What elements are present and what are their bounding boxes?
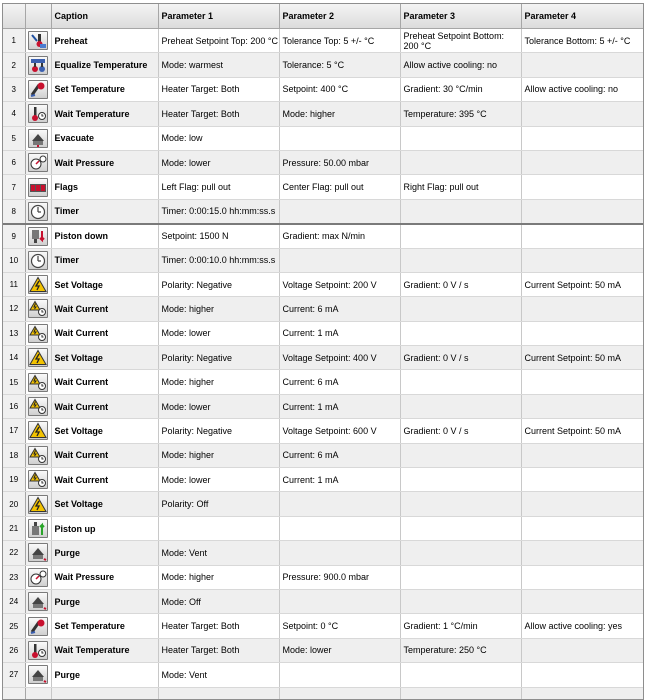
preheat-icon xyxy=(28,31,48,50)
step-caption[interactable]: Set Temperature xyxy=(51,614,158,638)
step-caption[interactable]: Purge xyxy=(51,541,158,565)
table-row[interactable] xyxy=(3,492,644,516)
row-icon-cell[interactable] xyxy=(25,394,51,418)
row-icon-cell[interactable] xyxy=(25,589,51,613)
parameter-2-cell[interactable] xyxy=(279,589,400,613)
row-icon-cell[interactable] xyxy=(25,468,51,492)
row-number[interactable] xyxy=(3,687,25,700)
row-icon-cell[interactable] xyxy=(25,541,51,565)
wait-temperature-icon xyxy=(28,641,48,660)
parameter-1-cell[interactable]: Mode: Vent xyxy=(158,541,279,565)
parameter-4-cell[interactable] xyxy=(521,321,644,345)
wait-pressure-icon xyxy=(28,153,48,172)
step-caption[interactable] xyxy=(51,687,158,700)
row-icon-cell[interactable] xyxy=(25,663,51,687)
parameter-1-cell[interactable]: Mode: higher xyxy=(158,297,279,321)
parameter-3-cell[interactable] xyxy=(400,224,521,248)
column-header-parameter-1[interactable]: Parameter 1 xyxy=(158,4,279,29)
equalize-temperature-icon xyxy=(28,56,48,75)
parameter-4-cell[interactable]: Current Setpoint: 50 mA xyxy=(521,419,644,443)
parameter-1-cell[interactable]: Timer: 0:00:15.0 hh:mm:ss.s xyxy=(158,199,279,223)
table-row[interactable] xyxy=(3,663,644,687)
step-caption[interactable]: Wait Pressure xyxy=(51,150,158,174)
row-icon-cell[interactable] xyxy=(25,419,51,443)
table-row[interactable] xyxy=(3,419,644,443)
wait-current-icon xyxy=(28,470,48,489)
parameter-3-cell[interactable]: Temperature: 250 °C xyxy=(400,638,521,662)
parameter-3-cell[interactable] xyxy=(400,589,521,613)
parameter-4-cell[interactable] xyxy=(521,541,644,565)
parameter-2-cell[interactable] xyxy=(279,516,400,540)
parameter-1-cell[interactable]: Left Flag: pull out xyxy=(158,175,279,199)
row-number[interactable]: 23 xyxy=(3,565,25,589)
parameter-3-cell[interactable]: Allow active cooling: no xyxy=(400,53,521,77)
row-number[interactable]: 4 xyxy=(3,102,25,126)
wait-current-icon xyxy=(28,397,48,416)
table-row[interactable] xyxy=(3,199,644,223)
parameter-1-cell[interactable]: Polarity: Negative xyxy=(158,272,279,296)
row-number[interactable]: 19 xyxy=(3,468,25,492)
step-caption[interactable]: Piston down xyxy=(51,224,158,248)
column-header-parameter-4[interactable]: Parameter 4 xyxy=(521,4,644,29)
parameter-1-cell[interactable]: Polarity: Negative xyxy=(158,346,279,370)
piston-down-icon xyxy=(28,227,48,246)
wait-current-icon xyxy=(28,373,48,392)
parameter-4-cell[interactable]: Tolerance Bottom: 5 +/- °C xyxy=(521,29,644,53)
parameter-2-cell[interactable] xyxy=(279,199,400,223)
table-row[interactable] xyxy=(3,468,644,492)
step-caption[interactable]: Timer xyxy=(51,199,158,223)
row-number[interactable]: 3 xyxy=(3,77,25,101)
parameter-1-cell[interactable]: Mode: lower xyxy=(158,394,279,418)
wait-pressure-icon xyxy=(28,568,48,587)
parameter-2-cell[interactable] xyxy=(279,541,400,565)
row-number[interactable]: 5 xyxy=(3,126,25,150)
parameter-4-cell[interactable] xyxy=(521,589,644,613)
parameter-4-cell[interactable] xyxy=(521,53,644,77)
row-icon-cell[interactable] xyxy=(25,492,51,516)
table-row[interactable] xyxy=(3,126,644,150)
parameter-4-cell[interactable] xyxy=(521,565,644,589)
parameter-4-cell[interactable] xyxy=(521,248,644,272)
step-caption[interactable]: Purge xyxy=(51,663,158,687)
row-icon-cell[interactable] xyxy=(25,77,51,101)
table-row[interactable] xyxy=(3,638,644,662)
parameter-2-cell[interactable]: Tolerance: 5 °C xyxy=(279,53,400,77)
parameter-3-cell[interactable] xyxy=(400,370,521,394)
table-row[interactable] xyxy=(3,516,644,540)
row-icon-cell[interactable] xyxy=(25,443,51,467)
row-number[interactable]: 22 xyxy=(3,541,25,565)
parameter-4-cell[interactable] xyxy=(521,443,644,467)
parameter-3-cell[interactable]: Gradient: 0 V / s xyxy=(400,419,521,443)
row-icon-cell[interactable] xyxy=(25,321,51,345)
set-voltage-icon xyxy=(28,348,48,367)
parameter-1-cell[interactable]: Mode: lower xyxy=(158,321,279,345)
parameter-2-cell[interactable]: Current: 1 mA xyxy=(279,468,400,492)
set-temperature-icon xyxy=(28,80,48,99)
table-row[interactable] xyxy=(3,687,644,700)
step-caption[interactable]: Wait Current xyxy=(51,443,158,467)
table-row[interactable] xyxy=(3,175,644,199)
step-caption[interactable]: Flags xyxy=(51,175,158,199)
parameter-1-cell[interactable]: Setpoint: 1500 N xyxy=(158,224,279,248)
parameter-1-cell[interactable]: Timer: 0:00:10.0 hh:mm:ss.s xyxy=(158,248,279,272)
table-row[interactable] xyxy=(3,77,644,101)
timer-icon xyxy=(28,202,48,221)
step-caption[interactable]: Wait Current xyxy=(51,468,158,492)
parameter-2-cell[interactable] xyxy=(279,248,400,272)
set-voltage-icon xyxy=(28,421,48,440)
table-row[interactable] xyxy=(3,272,644,296)
parameter-3-cell[interactable]: Gradient: 0 V / s xyxy=(400,346,521,370)
parameter-4-cell[interactable]: Current Setpoint: 50 mA xyxy=(521,272,644,296)
column-header-icon[interactable] xyxy=(25,4,51,29)
parameter-2-cell[interactable]: Gradient: max N/min xyxy=(279,224,400,248)
parameter-1-cell[interactable]: Heater Target: Both xyxy=(158,77,279,101)
parameter-2-cell[interactable] xyxy=(279,687,400,700)
step-caption[interactable]: Wait Current xyxy=(51,370,158,394)
parameter-3-cell[interactable] xyxy=(400,248,521,272)
parameter-4-cell[interactable] xyxy=(521,297,644,321)
row-number[interactable]: 17 xyxy=(3,419,25,443)
parameter-3-cell[interactable] xyxy=(400,443,521,467)
parameter-2-cell[interactable]: Voltage Setpoint: 400 V xyxy=(279,346,400,370)
parameter-3-cell[interactable] xyxy=(400,321,521,345)
table-row[interactable] xyxy=(3,370,644,394)
flags-icon xyxy=(28,178,48,197)
row-icon-cell[interactable] xyxy=(25,614,51,638)
parameter-1-cell[interactable] xyxy=(158,687,279,700)
parameter-2-cell[interactable]: Voltage Setpoint: 200 V xyxy=(279,272,400,296)
parameter-3-cell[interactable] xyxy=(400,297,521,321)
step-caption[interactable]: Set Voltage xyxy=(51,272,158,296)
table-row[interactable] xyxy=(3,614,644,638)
wait-current-icon xyxy=(28,324,48,343)
set-voltage-icon xyxy=(28,275,48,294)
parameter-1-cell[interactable]: Mode: lower xyxy=(158,150,279,174)
parameter-1-cell[interactable]: Mode: low xyxy=(158,126,279,150)
parameter-2-cell[interactable]: Current: 1 mA xyxy=(279,394,400,418)
parameter-3-cell[interactable] xyxy=(400,492,521,516)
parameter-2-cell[interactable]: Voltage Setpoint: 600 V xyxy=(279,419,400,443)
parameter-2-cell[interactable] xyxy=(279,663,400,687)
step-caption[interactable]: Wait Current xyxy=(51,297,158,321)
wait-current-icon xyxy=(28,446,48,465)
parameter-3-cell[interactable]: Right Flag: pull out xyxy=(400,175,521,199)
table-row[interactable] xyxy=(3,589,644,613)
row-icon-cell[interactable] xyxy=(25,297,51,321)
parameter-2-cell[interactable] xyxy=(279,492,400,516)
row-number[interactable]: 14 xyxy=(3,346,25,370)
row-number[interactable]: 18 xyxy=(3,443,25,467)
step-caption[interactable]: Set Voltage xyxy=(51,419,158,443)
parameter-3-cell[interactable]: Preheat Setpoint Bottom: 200 °C xyxy=(400,29,521,53)
table-row[interactable] xyxy=(3,224,644,248)
parameter-3-cell[interactable] xyxy=(400,126,521,150)
row-icon-cell[interactable] xyxy=(25,199,51,223)
step-caption[interactable]: Piston up xyxy=(51,516,158,540)
parameter-1-cell[interactable]: Polarity: Off xyxy=(158,492,279,516)
parameter-1-cell[interactable]: Heater Target: Both xyxy=(158,638,279,662)
table-row[interactable] xyxy=(3,29,644,53)
parameter-3-cell[interactable] xyxy=(400,687,521,700)
parameter-4-cell[interactable] xyxy=(521,492,644,516)
row-number[interactable]: 24 xyxy=(3,589,25,613)
purge-icon xyxy=(28,592,48,611)
parameter-2-cell[interactable]: Center Flag: pull out xyxy=(279,175,400,199)
parameter-1-cell[interactable]: Polarity: Negative xyxy=(158,419,279,443)
step-caption[interactable]: Wait Pressure xyxy=(51,565,158,589)
timer-icon xyxy=(28,251,48,270)
parameter-4-cell[interactable] xyxy=(521,663,644,687)
row-icon-cell[interactable] xyxy=(25,248,51,272)
table-row[interactable] xyxy=(3,346,644,370)
parameter-4-cell[interactable] xyxy=(521,224,644,248)
table-row[interactable] xyxy=(3,297,644,321)
parameter-4-cell[interactable]: Current Setpoint: 50 mA xyxy=(521,346,644,370)
row-icon-cell[interactable] xyxy=(25,370,51,394)
parameter-1-cell[interactable]: Heater Target: Both xyxy=(158,614,279,638)
step-caption[interactable]: Preheat xyxy=(51,29,158,53)
parameter-1-cell[interactable] xyxy=(158,516,279,540)
parameter-4-cell[interactable] xyxy=(521,687,644,700)
piston-up-icon xyxy=(28,519,48,538)
row-number[interactable]: 11 xyxy=(3,272,25,296)
set-voltage-icon xyxy=(28,495,48,514)
parameter-3-cell[interactable] xyxy=(400,663,521,687)
table-row[interactable] xyxy=(3,150,644,174)
row-icon-cell[interactable] xyxy=(25,175,51,199)
row-number[interactable]: 10 xyxy=(3,248,25,272)
parameter-4-cell[interactable] xyxy=(521,175,644,199)
parameter-1-cell[interactable]: Mode: higher xyxy=(158,443,279,467)
step-caption[interactable]: Equalize Temperature xyxy=(51,53,158,77)
step-caption[interactable]: Set Voltage xyxy=(51,346,158,370)
parameter-2-cell[interactable]: Current: 1 mA xyxy=(279,321,400,345)
step-grid xyxy=(2,3,644,700)
row-number[interactable]: 13 xyxy=(3,321,25,345)
row-icon-cell[interactable] xyxy=(25,126,51,150)
row-number[interactable]: 26 xyxy=(3,638,25,662)
parameter-4-cell[interactable] xyxy=(521,394,644,418)
parameter-2-cell[interactable]: Current: 6 mA xyxy=(279,370,400,394)
parameter-4-cell[interactable] xyxy=(521,370,644,394)
parameter-2-cell[interactable]: Setpoint: 0 °C xyxy=(279,614,400,638)
parameter-4-cell[interactable]: Allow active cooling: yes xyxy=(521,614,644,638)
parameter-3-cell[interactable] xyxy=(400,468,521,492)
parameter-2-cell[interactable]: Mode: lower xyxy=(279,638,400,662)
parameter-4-cell[interactable] xyxy=(521,516,644,540)
parameter-1-cell[interactable]: Mode: higher xyxy=(158,370,279,394)
table-row[interactable] xyxy=(3,394,644,418)
table-row[interactable] xyxy=(3,248,644,272)
parameter-4-cell[interactable] xyxy=(521,102,644,126)
steps-table xyxy=(3,4,644,700)
row-number[interactable]: 9 xyxy=(3,224,25,248)
row-number[interactable]: 25 xyxy=(3,614,25,638)
table-row[interactable] xyxy=(3,541,644,565)
parameter-2-cell[interactable]: Setpoint: 400 °C xyxy=(279,77,400,101)
parameter-2-cell[interactable]: Mode: higher xyxy=(279,102,400,126)
parameter-2-cell[interactable]: Current: 6 mA xyxy=(279,297,400,321)
parameter-1-cell[interactable]: Mode: lower xyxy=(158,468,279,492)
step-caption[interactable]: Evacuate xyxy=(51,126,158,150)
parameter-1-cell[interactable]: Mode: Off xyxy=(158,589,279,613)
row-number[interactable]: 2 xyxy=(3,53,25,77)
step-caption[interactable]: Timer xyxy=(51,248,158,272)
column-header-parameter-3[interactable]: Parameter 3 xyxy=(400,4,521,29)
row-icon-cell[interactable] xyxy=(25,53,51,77)
parameter-3-cell[interactable]: Temperature: 395 °C xyxy=(400,102,521,126)
row-icon-cell[interactable] xyxy=(25,516,51,540)
row-icon-cell[interactable] xyxy=(25,224,51,248)
step-caption[interactable]: Set Temperature xyxy=(51,77,158,101)
column-header-parameter-2[interactable]: Parameter 2 xyxy=(279,4,400,29)
row-icon-cell[interactable] xyxy=(25,29,51,53)
row-number[interactable]: 12 xyxy=(3,297,25,321)
row-number[interactable]: 8 xyxy=(3,199,25,223)
row-number[interactable]: 27 xyxy=(3,663,25,687)
parameter-1-cell[interactable]: Mode: warmest xyxy=(158,53,279,77)
parameter-4-cell[interactable] xyxy=(521,199,644,223)
parameter-3-cell[interactable] xyxy=(400,516,521,540)
row-number[interactable]: 6 xyxy=(3,150,25,174)
parameter-4-cell[interactable] xyxy=(521,468,644,492)
parameter-4-cell[interactable] xyxy=(521,126,644,150)
parameter-2-cell[interactable]: Tolerance Top: 5 +/- °C xyxy=(279,29,400,53)
row-number[interactable]: 21 xyxy=(3,516,25,540)
row-icon-cell[interactable] xyxy=(25,102,51,126)
parameter-1-cell[interactable]: Mode: Vent xyxy=(158,663,279,687)
row-number[interactable]: 15 xyxy=(3,370,25,394)
step-caption[interactable]: Purge xyxy=(51,589,158,613)
parameter-4-cell[interactable] xyxy=(521,638,644,662)
table-row[interactable] xyxy=(3,53,644,77)
step-caption[interactable]: Wait Current xyxy=(51,321,158,345)
parameter-3-cell[interactable]: Gradient: 0 V / s xyxy=(400,272,521,296)
step-caption[interactable]: Wait Temperature xyxy=(51,638,158,662)
row-icon-cell[interactable] xyxy=(25,346,51,370)
row-number[interactable]: 1 xyxy=(3,29,25,53)
evacuate-icon xyxy=(28,129,48,148)
column-header-caption[interactable]: Caption xyxy=(51,4,158,29)
column-header-number[interactable] xyxy=(3,4,25,29)
header-row xyxy=(3,4,644,29)
row-number[interactable]: 20 xyxy=(3,492,25,516)
purge-icon xyxy=(28,665,48,684)
parameter-1-cell[interactable]: Preheat Setpoint Top: 200 °C xyxy=(158,29,279,53)
parameter-3-cell[interactable] xyxy=(400,150,521,174)
row-number[interactable]: 7 xyxy=(3,175,25,199)
parameter-3-cell[interactable] xyxy=(400,394,521,418)
row-icon-cell[interactable] xyxy=(25,687,51,700)
row-icon-cell[interactable] xyxy=(25,638,51,662)
table-row[interactable] xyxy=(3,102,644,126)
step-caption[interactable]: Set Voltage xyxy=(51,492,158,516)
row-icon-cell[interactable] xyxy=(25,272,51,296)
parameter-3-cell[interactable] xyxy=(400,565,521,589)
wait-current-icon xyxy=(28,299,48,318)
parameter-2-cell[interactable]: Pressure: 50.00 mbar xyxy=(279,150,400,174)
parameter-1-cell[interactable]: Heater Target: Both xyxy=(158,102,279,126)
table-row[interactable] xyxy=(3,565,644,589)
parameter-3-cell[interactable]: Gradient: 1 °C/min xyxy=(400,614,521,638)
table-row[interactable] xyxy=(3,443,644,467)
step-caption[interactable]: Wait Current xyxy=(51,394,158,418)
parameter-3-cell[interactable] xyxy=(400,199,521,223)
parameter-2-cell[interactable] xyxy=(279,126,400,150)
purge-icon xyxy=(28,543,48,562)
table-row[interactable] xyxy=(3,321,644,345)
parameter-4-cell[interactable]: Allow active cooling: no xyxy=(521,77,644,101)
row-number[interactable]: 16 xyxy=(3,394,25,418)
parameter-4-cell[interactable] xyxy=(521,150,644,174)
parameter-2-cell[interactable]: Current: 6 mA xyxy=(279,443,400,467)
step-caption[interactable]: Wait Temperature xyxy=(51,102,158,126)
parameter-3-cell[interactable] xyxy=(400,541,521,565)
wait-temperature-icon xyxy=(28,104,48,123)
parameter-2-cell[interactable]: Pressure: 900.0 mbar xyxy=(279,565,400,589)
set-temperature-icon xyxy=(28,617,48,636)
parameter-3-cell[interactable]: Gradient: 30 °C/min xyxy=(400,77,521,101)
parameter-1-cell[interactable]: Mode: higher xyxy=(158,565,279,589)
row-icon-cell[interactable] xyxy=(25,565,51,589)
row-icon-cell[interactable] xyxy=(25,150,51,174)
